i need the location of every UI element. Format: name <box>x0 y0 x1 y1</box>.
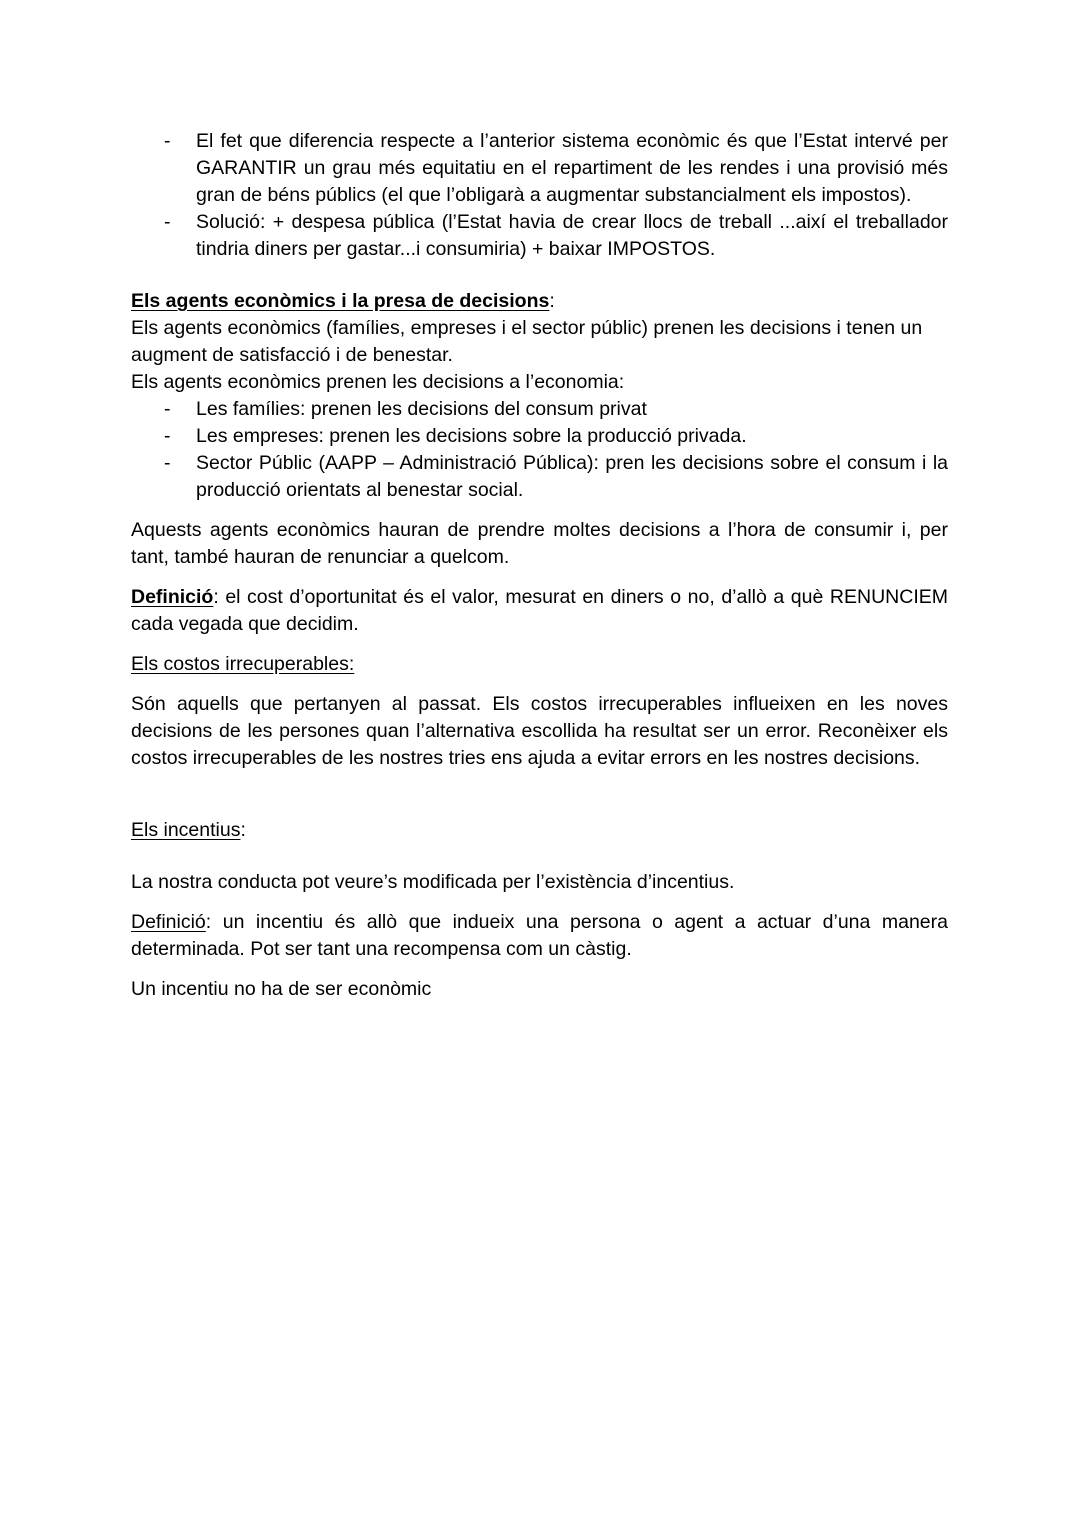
incentives-paragraph-1: La nostra conducta pot veure’s modificada per l’existència d’incentius. <box>131 871 735 893</box>
bullet-dash: - <box>164 211 171 233</box>
agents-paragraph-2: Els agents econòmics prenen les decisions a l’economia: <box>131 371 625 393</box>
bullet-dash: - <box>164 398 171 420</box>
agents-bullet-companies: - Les empreses: prenen les decisions sobre la producció privada. <box>131 423 948 450</box>
agents-bullet-families: - Les famílies: prenen les decisions del consum privat <box>131 396 948 423</box>
bullet-dash: - <box>164 452 171 474</box>
section-heading-agents: Els agents econòmics i la presa de decisions: <box>131 290 555 312</box>
section-heading-sunk-costs: Els costos irrecuperables: <box>131 653 355 675</box>
agents-paragraph-1: Els agents econòmics (famílies, empreses i el sector públic) prenen les decisions i tenen un augment de satisfacció i de benestar. <box>131 317 923 366</box>
section-heading-incentives: Els incentius: <box>131 819 246 841</box>
incentives-paragraph-2: Un incentiu no ha de ser econòmic <box>131 978 432 1000</box>
document-page <box>131 128 948 1003</box>
sunk-costs-paragraph: Són aquells que pertanyen al passat. Els costos irrecuperables influeixen en les noves decisions de les persones quan l’alternativa escollida ha resultat ser un error. Reconèixer els costos irrecuperables de les nostres tries ens ajuda a evitar errors en les nostres decisions. <box>131 693 948 769</box>
incentive-definition: Definició: un incentiu és allò que indueix una persona o agent a actuar d’una manera determinada. Pot ser tant una recompensa com un càstig. <box>131 911 948 960</box>
bullet-dash: - <box>164 130 171 152</box>
intro-bullet-2: - Solució: + despesa pública (l’Estat havia de crear llocs de treball ...així el treballador tindria diners per gastar...i consumiria) + baixar IMPOSTOS. <box>164 211 948 260</box>
agents-paragraph-3: Aquests agents econòmics hauran de prendre moltes decisions a l’hora de consumir i, per tant, també hauran de renunciar a quelcom. <box>131 519 948 568</box>
intro-bullet-1: - El fet que diferencia respecte a l’anterior sistema econòmic és que l’Estat intervé per GARANTIR un grau més equitatiu en el repartiment de les rendes i una provisió més gran de béns públics (el que l’obligarà a augmentar substancialment els impostos). <box>164 130 948 206</box>
opportunity-cost-definition: Definició: el cost d’oportunitat és el valor, mesurat en diners o no, d’allò a què RENUNCIEM cada vegada que decidim. <box>131 586 948 635</box>
bullet-dash: - <box>164 425 171 447</box>
agents-bullet-public-sector: - Sector Públic (AAPP – Administració Pública): pren les decisions sobre el consum i la producció orientats al benestar social. <box>164 452 948 501</box>
